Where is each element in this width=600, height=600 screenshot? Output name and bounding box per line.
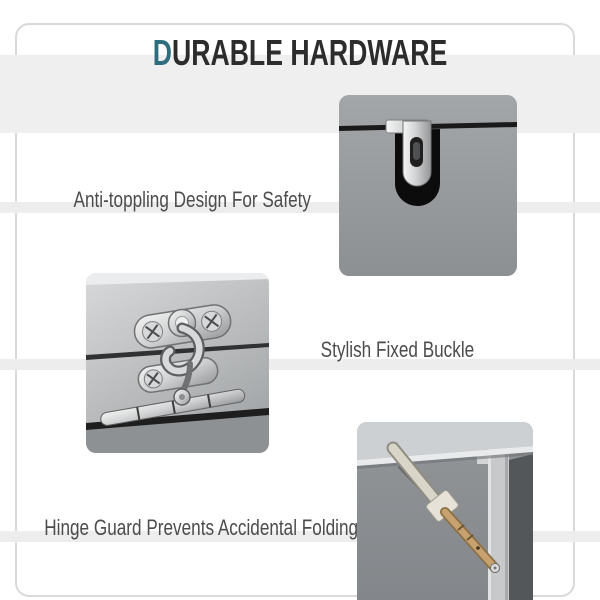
anti-toppling-bracket-photo — [339, 95, 517, 276]
fixed-buckle-latch-graphic — [86, 273, 269, 453]
feature-caption-text: Hinge Guard Prevents Accidental Folding — [44, 515, 359, 540]
title-text: URABLE HARDWARE — [171, 32, 448, 73]
page-title — [0, 33, 600, 73]
title-accent-letter: D — [152, 32, 172, 73]
anti-toppling-bracket-graphic — [339, 95, 517, 276]
feature-caption-text: Stylish Fixed Buckle — [320, 337, 474, 362]
feature-caption-hinge-guard — [0, 515, 377, 541]
hinge-guard-stay-graphic — [357, 422, 533, 600]
hinge-guard-stay-photo — [357, 422, 533, 600]
feature-caption-anti-toppling — [0, 187, 385, 213]
feature-caption-text: Anti-toppling Design For Safety — [73, 187, 312, 212]
feature-caption-fixed-buckle — [286, 337, 508, 363]
fixed-buckle-latch-photo — [86, 273, 269, 453]
